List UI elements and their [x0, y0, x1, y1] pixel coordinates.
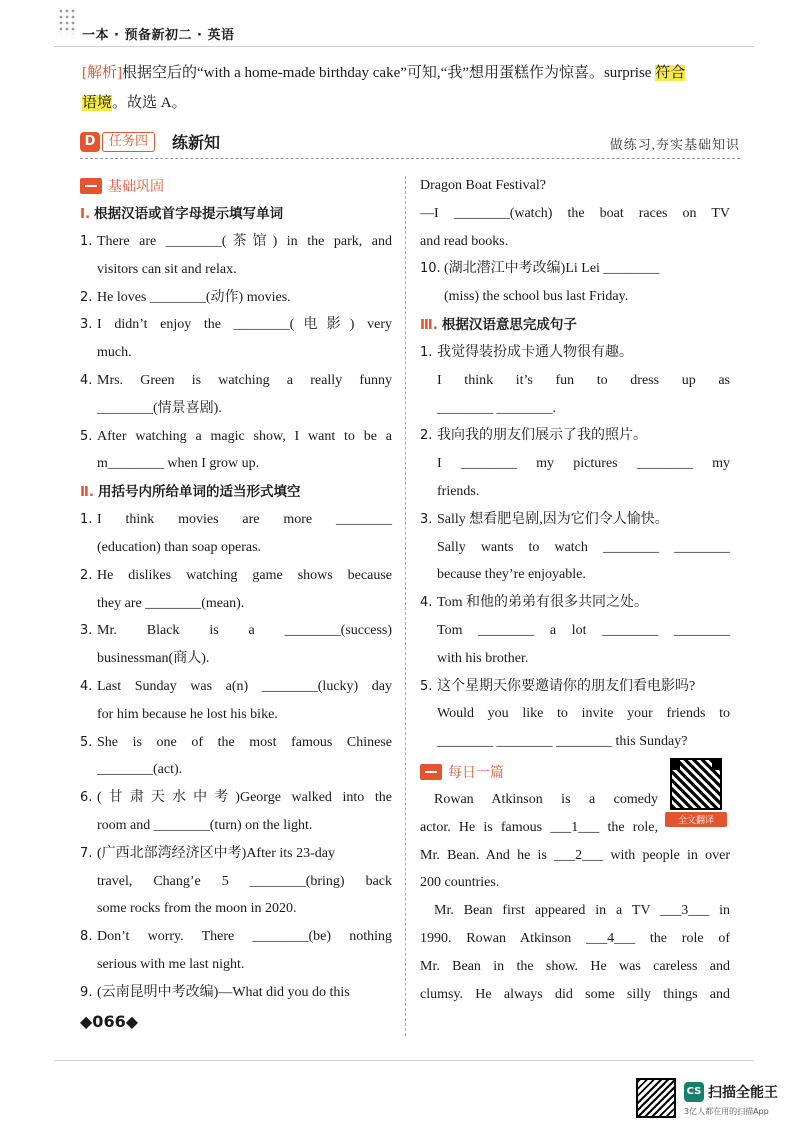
question-line: for him because he lost his bike. [97, 706, 278, 722]
question-line: Last Sunday was a(n) ________(lucky) day [97, 678, 392, 694]
translation-qr[interactable] [665, 758, 727, 828]
question-line: room and ________(turn) on the light. [97, 817, 313, 833]
reading-line: 1990. Rowan Atkinson ___4___ the role of [420, 930, 730, 946]
left-column [80, 172, 392, 1007]
question-line: (miss) the school bus last Friday. [444, 289, 629, 305]
section-daily-title: 每日一篇 [448, 764, 504, 781]
analysis-paragraph [82, 58, 742, 118]
reading-line: Mr. Bean in the show. He was careless and [420, 958, 730, 974]
reading-line: Mr. Bean. And he is ___2___ with people in over [420, 847, 730, 863]
question-line: 我觉得装扮成卡通人物很有趣。 [437, 344, 633, 360]
part-ii-list [80, 506, 392, 1006]
analysis-text: 根据空后的“with a home-made birthday cake”可知,“我”想用蛋糕作为惊喜。surprise [122, 65, 656, 81]
question-line: (广西北部湾经济区中考)After its 23-day [97, 845, 335, 861]
question-line: (education) than soap operas. [97, 539, 262, 555]
part-iii-heading: Ⅲ. 根据汉语意思完成句子 [420, 316, 577, 333]
question-line: She is one of the most famous Chinese [97, 734, 392, 750]
question-number: 7. [80, 845, 93, 861]
task-label: 任务四 [102, 132, 155, 152]
qr-label: 全文翻译 [665, 812, 727, 827]
question-number: 9. [80, 984, 93, 1000]
question-number: 5. [80, 428, 93, 444]
question-number: 3. [80, 317, 93, 333]
reading-line: 200 countries. [420, 875, 500, 891]
analysis-text-end: 。故选 A。 [112, 95, 187, 111]
question-number: 6. [80, 790, 93, 806]
task-name: 练新知 [172, 133, 221, 152]
question-line: ________(act). [97, 762, 183, 778]
question-number: 8. [80, 929, 93, 945]
column-divider [405, 176, 406, 1036]
question-line: I think movies are more ________ [97, 512, 392, 528]
question-line: Mrs. Green is watching a really funny [97, 372, 392, 388]
question-number: 2. [80, 567, 93, 583]
question-number: 1. [80, 234, 93, 249]
question-line: (甘肃天水中考)George walked into the [97, 790, 392, 806]
camscanner-watermark [636, 1078, 796, 1122]
question-number: 5. [80, 734, 93, 750]
question-line: —I ________(watch) the boat races on TV [420, 205, 730, 221]
task-letter-badge: D [80, 132, 100, 152]
reading-line: Mr. Bean first appeared in a TV ___3___ in [434, 903, 730, 919]
question-number: 2. [80, 289, 93, 305]
question-line: (湖北潜江中考改编)Li Lei ________ [444, 261, 660, 277]
question-line: Sally 想看肥皂剧,因为它们令人愉快。 [437, 511, 669, 527]
question-line: ________ ________. [437, 400, 556, 416]
question-line: Sally wants to watch ________ ________ [437, 539, 730, 555]
question-number: 2. [420, 428, 433, 444]
question-line: they are ________(mean). [97, 595, 245, 611]
task-slogan: 做练习,夯实基础知识 [609, 137, 740, 152]
question-line: 我向我的朋友们展示了我的照片。 [437, 428, 647, 444]
question-item [420, 589, 730, 672]
part-i-heading: Ⅰ. 根据汉语或首字母提示填写单词 [80, 206, 284, 222]
question-number: 3. [80, 623, 93, 639]
reading-line: actor. He is famous ___1___ the role, [420, 819, 658, 835]
question-line: Dragon Boat Festival? [420, 178, 546, 193]
question-line: Don’t worry. There ________(be) nothing [97, 929, 392, 945]
question-item [80, 923, 392, 979]
question-line: He dislikes watching game shows because [97, 567, 392, 583]
question-line: I didn’t enjoy the ________(电影) very [97, 317, 392, 333]
question-line: He loves ________(动作) movies. [97, 289, 291, 305]
question-item [80, 284, 392, 312]
question-line: Would you like to invite your friends to [437, 706, 730, 722]
question-number: 4. [80, 372, 93, 388]
part-iii-list [420, 339, 730, 756]
question-line: visitors can sit and relax. [97, 261, 237, 277]
part-ii-heading: Ⅱ. 用括号内所给单词的适当形式填空 [80, 484, 301, 501]
camscanner-subtitle: 3亿人都在用的扫描App [684, 1107, 769, 1116]
question-line: m________ when I grow up. [97, 456, 260, 472]
question-line: businessman(商人). [97, 651, 210, 667]
question-item [80, 228, 392, 284]
question-line: serious with me last night. [97, 956, 245, 972]
camscanner-logo-icon: CS [684, 1082, 704, 1102]
watermark-qr-icon [636, 1078, 676, 1118]
question-item [80, 784, 392, 840]
camscanner-title: 扫描全能王 [708, 1085, 778, 1101]
question-line: I ________ my pictures ________ my [437, 456, 730, 472]
question-item [80, 562, 392, 618]
analysis-highlight-1: 符合 [655, 65, 686, 81]
banner-divider [80, 158, 740, 159]
question-number: 5. [420, 678, 433, 694]
question-item [80, 673, 392, 729]
reading-paragraph [420, 897, 730, 1008]
question-line: much. [97, 345, 132, 361]
section-two-badge-icon [420, 764, 442, 780]
question-line: ________(情景喜剧). [97, 400, 222, 416]
question-line: because they’re enjoyable. [437, 567, 586, 583]
analysis-highlight-2: 语境 [82, 95, 113, 111]
qr-code-icon [670, 758, 722, 810]
question-line: and read books. [420, 233, 509, 249]
question-number: 10. [420, 261, 441, 277]
question-item [80, 367, 392, 423]
question-line: with his brother. [437, 650, 529, 666]
question-item [80, 311, 392, 367]
question-line: ________ ________ ________ this Sunday? [437, 734, 688, 750]
question-item [80, 979, 392, 1007]
header-rule [54, 46, 754, 47]
reading-line: clumsy. He always did some silly things and [420, 986, 730, 1002]
question-line: Tom 和他的弟弟有很多共同之处。 [437, 595, 648, 611]
part-i-list [80, 228, 392, 478]
page-number: ◆066◆ [80, 1012, 139, 1031]
question-item [80, 423, 392, 479]
section-basics-title: 基础巩固 [108, 179, 164, 195]
question-line: Tom ________ a lot ________ ________ [437, 622, 730, 638]
header-dots-icon [58, 8, 76, 34]
question-item [80, 506, 392, 562]
analysis-tag: [解析] [82, 65, 122, 81]
question-10 [420, 255, 730, 311]
question-item [420, 506, 730, 589]
question-number: 4. [420, 595, 433, 611]
question-line: 这个星期天你要邀请你的朋友们看电影吗? [437, 678, 696, 694]
question-line: I think it’s fun to dress up as [437, 372, 730, 388]
header-title: 一本 · 预备新初二 · 英语 [82, 28, 235, 43]
question-9-continuation [420, 172, 730, 255]
question-line: After watching a magic show, I want to be a [97, 428, 392, 444]
section-basics-heading [80, 172, 392, 200]
question-number: 1. [80, 512, 93, 528]
question-number: 3. [420, 511, 433, 527]
section-one-badge-icon [80, 178, 102, 194]
question-item [80, 840, 392, 923]
right-column [420, 172, 730, 1008]
question-line: There are ________(茶馆) in the park, and [97, 234, 392, 249]
question-item [420, 422, 730, 505]
question-line: some rocks from the moon in 2020. [97, 901, 297, 917]
task-banner [80, 130, 740, 156]
bottom-rule [54, 1060, 754, 1061]
question-line: travel, Chang’e 5 ________(bring) back [97, 873, 392, 889]
reading-line: Rowan Atkinson is a comedy [434, 791, 658, 807]
question-line: Mr. Black is a ________(success) [97, 623, 392, 639]
question-item [420, 339, 730, 422]
question-line: (云南昆明中考改编)—What did you do this [97, 984, 350, 1000]
question-item [420, 673, 730, 756]
question-number: 4. [80, 678, 93, 694]
question-number: 1. [420, 344, 433, 360]
question-item [420, 255, 730, 311]
question-line: friends. [437, 483, 480, 499]
question-item [80, 729, 392, 785]
question-item [80, 617, 392, 673]
